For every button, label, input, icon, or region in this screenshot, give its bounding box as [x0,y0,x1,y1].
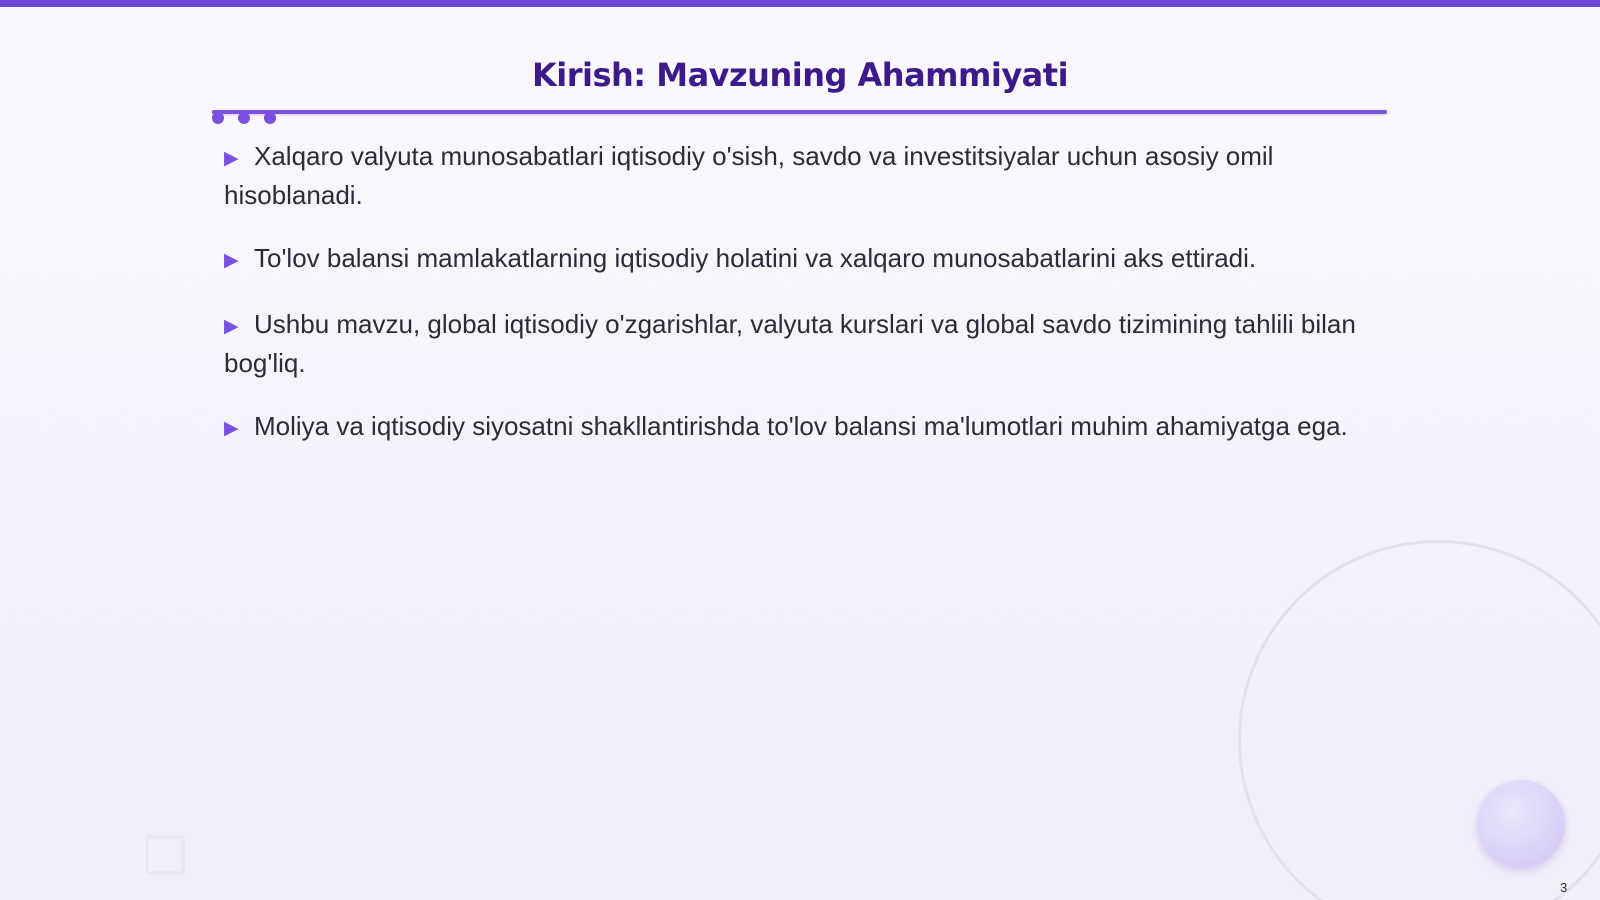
bullet-list [224,138,1374,474]
decorative-dot [212,112,224,124]
bullet-text: Moliya va iqtisodiy siyosatni shakllantirishda to'lov balansi ma'lumotlari muhim ahamiyatga ega. [254,411,1348,441]
top-accent-bar [0,0,1600,7]
bullet-item [224,138,1374,213]
bullet-item [224,240,1374,279]
slide-title: Kirish: Mavzuning Ahammiyati [531,56,1069,94]
decorative-dot [264,112,276,124]
bullet-text: Xalqaro valyuta munosabatlari iqtisodiy o'sish, savdo va investitsiyalar uchun asosiy omil hisoblanadi. [224,141,1274,210]
decorative-dot [238,112,250,124]
bullet-text: To'lov balansi mamlakatlarning iqtisodiy holatini va xalqaro munosabatlarini aks ettiradi. [254,243,1257,273]
decorative-sphere [1477,780,1565,868]
triangle-bullet-icon: ▶ [224,250,239,271]
bullet-item [224,408,1374,447]
triangle-bullet-icon: ▶ [224,148,239,169]
title-underline [212,110,1387,114]
bullet-item [224,306,1374,381]
triangle-bullet-icon: ▶ [224,316,239,337]
triangle-bullet-icon: ▶ [224,418,239,439]
page-number: 3 [1560,880,1568,895]
bullet-text: Ushbu mavzu, global iqtisodiy o'zgarishlar, valyuta kurslari va global savdo tizimining tahlili bilan bog'liq. [224,309,1356,378]
decorative-square [145,835,185,875]
